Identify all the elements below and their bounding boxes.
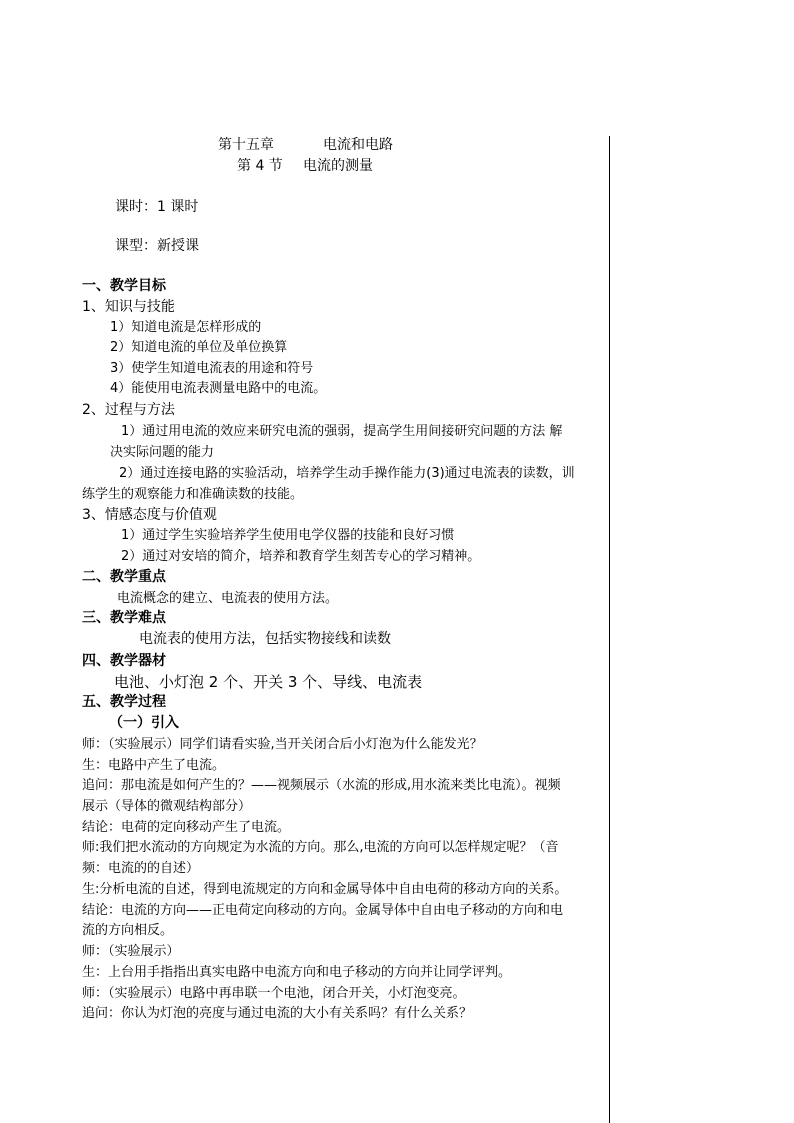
dialogue-line: 生：上台用手指指出真实电路中电流方向和电子移动的方向并让同学评判。 [82, 965, 512, 980]
objectives-heading: 一、教学目标 [82, 278, 166, 294]
class-period: 课时：1 课时 [115, 199, 199, 215]
dialogue-line: 展示（导体的微观结构部分） [82, 799, 252, 814]
difficulties-heading: 三、教学难点 [82, 610, 166, 626]
process-line: 决实际问题的能力 [110, 445, 215, 460]
dialogue-line: 结论：电流的方向——正电荷定向移动的方向。金属导体中自由电子移动的方向和电 [82, 903, 564, 918]
knowledge-item: 4）能使用电流表测量电路中的电流。 [110, 381, 327, 396]
process-methods-title: 2、过程与方法 [82, 402, 175, 418]
process-line: 2）通过连接电路的实验活动，培养学生动手操作能力(3)通过电流表的读数，训 [119, 466, 575, 481]
knowledge-item: 3）使学生知道电流表的用途和符号 [110, 361, 314, 376]
dialogue-line: 生:分析电流的自述，得到电流规定的方向和金属导体中自由电荷的移动方向的关系。 [82, 882, 568, 897]
procedure-intro: （一）引入 [109, 715, 179, 731]
equipment-text: 电池、小灯泡 2 个、开关 3 个、导线、电流表 [114, 673, 423, 691]
difficulties-text: 电流表的使用方法，包括实物接线和读数 [139, 631, 391, 647]
equipment-heading: 四、教学器材 [82, 653, 166, 669]
attitude-values-title: 3、情感态度与价值观 [82, 507, 217, 523]
attitude-item: 1）通过学生实验培养学生使用电学仪器的技能和良好习惯 [121, 528, 455, 543]
dialogue-line: 追问：你认为灯泡的亮度与通过电流的大小有关系吗？有什么关系？ [82, 1006, 473, 1021]
right-margin-rule [609, 136, 610, 1123]
attitude-item: 2）通过对安培的简介，培养和教育学生刻苦专心的学习精神。 [121, 549, 481, 564]
dialogue-line: 师:我们把水流动的方向规定为水流的方向。那么,电流的方向可以怎样规定呢？（音 [82, 840, 559, 855]
chapter-number: 第十五章 [218, 137, 274, 153]
process-line: 1）通过用电流的效应来研究电流的强弱，提高学生用间接研究问题的方法 解 [121, 424, 563, 439]
dialogue-line: 追问：那电流是如何产生的？——视频展示（水流的形成,用水流来类比电流）。视频 [82, 778, 561, 793]
dialogue-line: 师：（实验展示）同学们请看实验,当开关闭合后小灯泡为什么能发光？ [82, 737, 483, 752]
knowledge-item: 2）知道电流的单位及单位换算 [110, 340, 288, 355]
dialogue-line: 师：（实验展示） [82, 944, 180, 959]
key-points-text: 电流概念的建立、电流表的使用方法。 [117, 591, 339, 606]
dialogue-line: 结论：电荷的定向移动产生了电流。 [82, 820, 291, 835]
key-points-heading: 二、教学重点 [82, 569, 166, 585]
class-type: 课型：新授课 [115, 238, 199, 254]
procedure-heading: 五、教学过程 [82, 694, 166, 710]
knowledge-skills-title: 1、知识与技能 [82, 299, 175, 315]
dialogue-line: 生：电路中产生了电流。 [82, 758, 226, 773]
chapter-title: 电流和电路 [323, 137, 393, 153]
dialogue-line: 频：电流的的自述） [82, 861, 200, 876]
section-title: 电流的测量 [303, 158, 373, 174]
process-line: 练学生的观察能力和准确读数的技能。 [82, 487, 304, 502]
dialogue-line: 师：（实验展示）电路中再串联一个电池，闭合开关，小灯泡变亮。 [82, 986, 466, 1001]
section-number: 第 4 节 [237, 158, 283, 174]
dialogue-line: 流的方向相反。 [82, 923, 174, 938]
knowledge-item: 1）知道电流是怎样形成的 [110, 320, 262, 335]
